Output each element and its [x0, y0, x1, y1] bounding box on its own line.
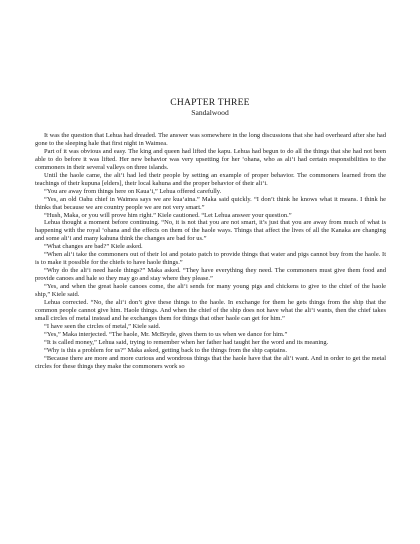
paragraph: It was the question that Lehua had dreaded. The answer was somewhere in the long discussions that she had overheard after she had gone to the sleeping hale that first night in Waimea. — [35, 132, 386, 147]
paragraph: “It is called money,” Lehua said, trying to remember when her father had taught her the word and its meaning. — [44, 338, 329, 346]
paragraph: Lehua corrected. “No, the ali‘i don’t give these things to the haole. In exchange for them he gets things from the ship that the common people cannot give him. Haole things. And when the chief of the ship does not have what the ali‘i wants, then the chief takes small circles of metal instead and he exchanges them for things that other haole can get for him.” — [35, 299, 386, 322]
chapter-subtitle: Sandalwood — [191, 108, 229, 117]
paragraph: “I have seen the circles of metal,” Kiele said. — [44, 322, 161, 330]
paragraph: Until the haole came, the ali‘i had led their people by setting an example of proper behavior. The commoners learned from the teachings of their kupuna [elders], their local kahuna and the proper behavior of their ali‘i. — [35, 171, 386, 187]
chapter-heading — [0, 97, 420, 118]
paragraph: “Because there are more and more curious and wondrous things that the haole have that the ali‘i want. And in order to get the metal circles for these things they make the commoners work so — [35, 354, 386, 370]
chapter-body — [35, 132, 386, 371]
paragraph: “Yes,” Maka interjected. “The haole, Mr. McBryde, gives them to us when we dance for him.” — [44, 330, 288, 338]
paragraph: Lehua thought a moment before continuing. “No, it is not that you are not smart, it’s just that you are away from much of what is happening with the royal ‘ohana and the effects on them of the haole ways. Things that affect the lives of all the Kanaka are changing and some ali‘i and many kahuna think the changes are bad for us.” — [35, 219, 386, 243]
paragraph: “Hush, Maka, or you will prove him right.” Kiele cautioned. “Let Lehua answer your question.” — [44, 211, 292, 219]
chapter-title: CHAPTER THREE — [170, 97, 250, 108]
paragraph: “Yes, and when the great haole canoes come, the ali‘i sends for many young pigs and chickens to give to the chief of the haole ship,” Kiele said. — [35, 283, 386, 299]
paragraph: Part of it was obvious and easy. The king and queen had lifted the kapu. Lehua had begun to do all the things that she had not been able to do before it was lifted. Her new behavior was very upsetting for her ‘ohana, who as ali‘i had certain responsibilities to the commoners in their several valleys on three islands. — [35, 147, 386, 171]
paragraph: “What changes are bad?” Kiele asked. — [44, 243, 143, 251]
paragraph: “Why is this a problem for us?” Maka asked, getting back to the things from the ship captains. — [44, 346, 287, 354]
paragraph: “You are away from things here on Kaua‘i,” Lehua offered carefully. — [44, 187, 222, 195]
paragraph: “Yes, an old Oahu chief in Waimea says we are kua‘aina.” Maka said quickly. “I don’t think he knows what it means. I think he thinks that because we are country people we are not very smart.” — [35, 195, 386, 211]
paragraph: “When ali‘i take the commoners out of their loi and potato patch to provide things that water and pigs cannot buy from the haole. It is to make it possible for the chiefs to have haole things.” — [35, 251, 386, 267]
paragraph: “Why do the ali‘i need haole things?” Maka asked. “They have everything they need. The commoners must give them food and provide canoes and hale so they may go and stay where they please.” — [35, 267, 386, 283]
